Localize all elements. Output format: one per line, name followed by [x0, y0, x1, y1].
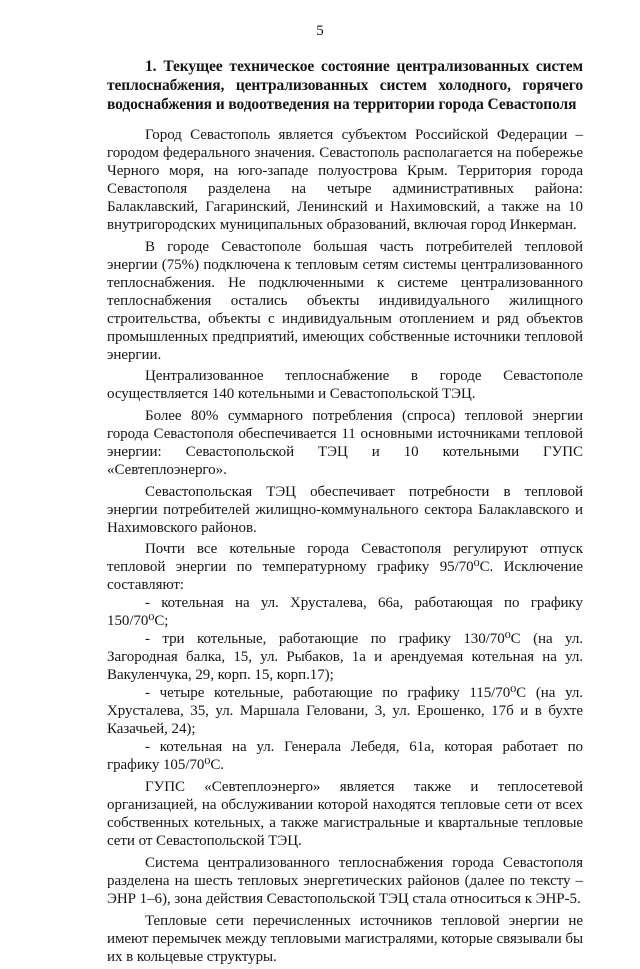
document-body	[107, 126, 583, 969]
list-item: - три котельные, работающие по графику 130/70⁰С (на ул. Загородная балка, 15, ул. Рыбаков, 1а и арендуемая котельная на ул. Вакуленчука, 29, корп. 15, корп.17);	[107, 631, 583, 684]
paragraph: Севастопольская ТЭЦ обеспечивает потребности в тепловой энергии потребителей жилищно-коммунального сектора Балаклавского и Нахимовского районов.	[107, 483, 583, 536]
page-number: 5	[316, 23, 324, 39]
section-heading: 1. Текущее техническое состояние централизованных систем теплоснабжения, централизованных систем холодного, горячего водоснабжения и водоотведения на территории города Севастополя	[107, 58, 583, 113]
paragraph: Более 80% суммарного потребления (спроса) тепловой энергии города Севастополя обеспечивается 11 основными источниками тепловой энергии: Севастопольской ТЭЦ и 10 котельными ГУПС «Севтеплоэнерго».	[107, 408, 583, 479]
list-item: - четыре котельные, работающие по графику 115/70⁰С (на ул. Хрусталева, 35, ул. Маршала Геловани, 3, ул. Ерошенко, 17б и в бухте Казачьей, 24);	[107, 685, 583, 738]
paragraph: Централизованное теплоснабжение в городе Севастополе осуществляется 140 котельными и Севастопольской ТЭЦ.	[107, 368, 583, 403]
paragraph: ГУПС «Севтеплоэнерго» является также и теплосетевой организацией, на обслуживании которой находятся тепловые сети от всех собственных котельных, а также магистральные и квартальные тепловые сети от Севастопольской ТЭЦ.	[107, 779, 583, 850]
paragraph: Город Севастополь является субъектом Российской Федерации – городом федерального значения. Севастополь располагается на побережье Черного моря, на юго-западе полуострова Крым. Территория города Севастополя разделена на четыре административных района: Балаклавский, Гагаринский, Ленинский и Нахимовский, а также на 10 внутригородских муниципальных образований, включая город Инкерман.	[107, 127, 583, 233]
paragraph: В городе Севастополе большая часть потребителей тепловой энергии (75%) подключена к тепловым сетям системы централизованного теплоснабжения. Не подключенными к системе централизованного теплоснабжения остались объекты индивидуального жилищного строительства, объекты с индивидуальным отоплением и ряд объектов промышленных предприятий, имеющих собственные источники тепловой энергии.	[107, 238, 583, 363]
list-item: - котельная на ул. Генерала Лебедя, 61а, которая работает по графику 105/70⁰С.	[107, 739, 583, 774]
paragraph: Тепловые сети перечисленных источников тепловой энергии не имеют перемычек между тепловыми магистралями, которые связывали бы их в кольцевые структуры.	[107, 912, 583, 965]
paragraph: Почти все котельные города Севастополя регулируют отпуск тепловой энергии по температурному графику 95/70⁰С. Исключение составляют:	[107, 541, 583, 594]
list-item: - котельная на ул. Хрусталева, 66а, работающая по графику 150/70⁰С;	[107, 595, 583, 630]
paragraph: Система централизованного теплоснабжения города Севастополя разделена на шесть тепловых энергетических районов (далее по тексту – ЭНР 1–6), зона действия Севастопольской ТЭЦ стала относиться к ЭНР-5.	[107, 854, 583, 907]
